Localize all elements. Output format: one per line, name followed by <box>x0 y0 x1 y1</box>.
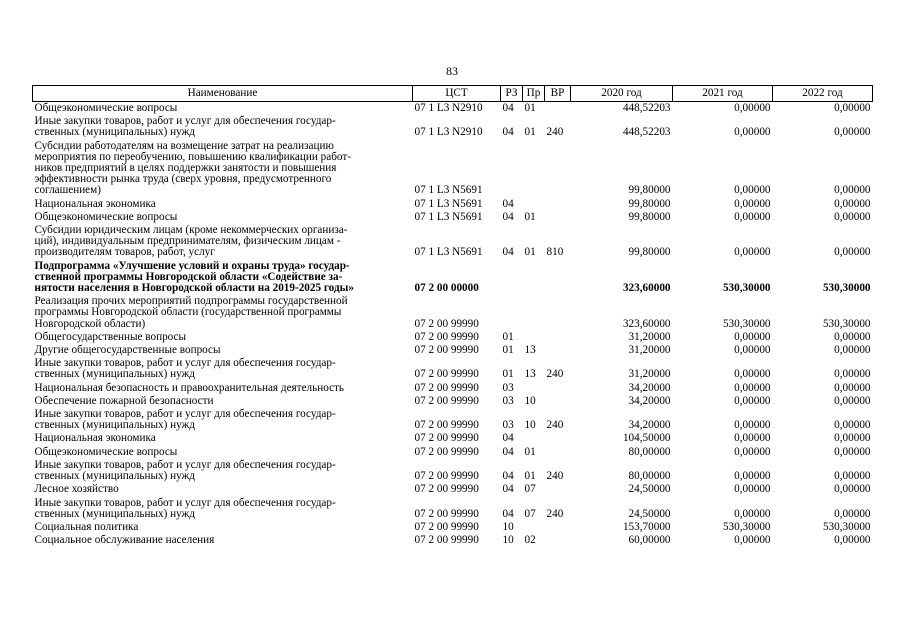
cell-y2021: 0,00000 <box>734 344 771 357</box>
cell-name-line: ственных (муниципальных) нужд <box>34 507 195 520</box>
cell-name <box>33 521 413 534</box>
cell-pr <box>523 198 545 211</box>
cell-rz: 03 <box>502 394 514 407</box>
cell-pr <box>523 521 545 534</box>
table-row <box>33 446 873 459</box>
cell-y2021: 0,00000 <box>734 330 771 343</box>
cell-name <box>33 395 413 408</box>
cell-name <box>33 408 413 432</box>
cell-pr: 13 <box>524 344 536 357</box>
cell-y2020: 24,50000 <box>628 507 671 520</box>
cell-name-line: производителям товаров, работ, услуг <box>34 246 215 259</box>
cell-name <box>33 115 413 139</box>
cell-rz: 03 <box>502 381 514 394</box>
cell-name <box>33 140 413 198</box>
cell-code: 07 2 00 99990 <box>414 317 479 330</box>
cell-y2020: 80,00000 <box>628 445 671 458</box>
cell-name-line: программы Новгородской области (государственной программы <box>34 306 342 319</box>
cell-y2021: 0,00000 <box>734 432 771 445</box>
cell-y2020: 24,50000 <box>628 483 671 496</box>
cell-pr <box>523 331 545 344</box>
cell-y2022: 530,30000 <box>822 317 871 330</box>
cell-rz: 04 <box>502 432 514 445</box>
header-2020: 2020 год <box>571 86 673 102</box>
cell-rz: 01 <box>502 368 514 381</box>
cell-pr <box>523 295 545 331</box>
cell-y2020: 99,80000 <box>628 184 671 197</box>
cell-pr <box>523 432 545 445</box>
cell-rz: 04 <box>502 507 514 520</box>
cell-name-line: Субсидии работодателям на возмещение затрат на реализацию <box>34 139 334 152</box>
cell-name-line: ственной программы Новгородской области «Содействие за- <box>34 270 343 283</box>
table-row <box>33 331 873 344</box>
cell-vr <box>545 344 571 357</box>
cell-name-line: соглашением) <box>34 184 101 197</box>
cell-y2022: 0,00000 <box>834 483 871 496</box>
cell-y2020: 153,70000 <box>622 520 671 533</box>
cell-name-line: Субсидии юридическим лицам (кроме некоммерческих организа- <box>34 224 348 237</box>
cell-rz <box>501 295 523 331</box>
header-rz: РЗ <box>501 86 523 102</box>
cell-rz: 04 <box>502 483 514 496</box>
cell-name <box>33 357 413 381</box>
cell-y2022: 0,00000 <box>834 381 871 394</box>
table-body <box>33 102 873 548</box>
cell-y2020: 34,20000 <box>628 419 671 432</box>
table-row <box>33 295 873 331</box>
cell-y2020: 31,20000 <box>628 368 671 381</box>
cell-code: 07 2 00 99990 <box>414 534 479 547</box>
cell-pr: 07 <box>524 507 536 520</box>
cell-rz: 04 <box>502 470 514 483</box>
cell-name <box>33 382 413 395</box>
cell-name <box>33 344 413 357</box>
cell-name <box>33 260 413 296</box>
header-pr: Пр <box>523 86 545 102</box>
cell-name-line: Национальная экономика <box>34 432 156 445</box>
cell-vr <box>545 140 571 198</box>
cell-name <box>33 483 413 496</box>
table-row <box>33 357 873 381</box>
cell-y2021: 530,30000 <box>722 520 771 533</box>
cell-name-line: Обеспечение пожарной безопасности <box>34 394 214 407</box>
cell-y2021: 0,00000 <box>734 483 771 496</box>
table-row <box>33 344 873 357</box>
cell-vr <box>545 521 571 534</box>
table-row <box>33 115 873 139</box>
cell-code: 07 2 00 99990 <box>414 419 479 432</box>
cell-vr <box>545 483 571 496</box>
table-row <box>33 224 873 260</box>
cell-y2022: 0,00000 <box>834 184 871 197</box>
cell-y2022: 530,30000 <box>822 520 871 533</box>
cell-name-line: ственных (муниципальных) нужд <box>34 368 195 381</box>
cell-code: 07 2 00 99990 <box>414 507 479 520</box>
cell-vr: 240 <box>546 507 564 520</box>
cell-code: 07 2 00 99990 <box>414 344 479 357</box>
cell-y2021: 0,00000 <box>734 507 771 520</box>
cell-rz: 01 <box>502 344 514 357</box>
cell-y2021: 0,00000 <box>734 381 771 394</box>
cell-pr: 01 <box>524 445 536 458</box>
cell-pr: 01 <box>524 470 536 483</box>
cell-y2021: 530,30000 <box>722 282 771 295</box>
table-row <box>33 432 873 445</box>
cell-y2022: 0,00000 <box>834 330 871 343</box>
cell-code: 07 2 00 99990 <box>414 432 479 445</box>
table-row <box>33 395 873 408</box>
cell-pr <box>523 382 545 395</box>
cell-name-line: Иные закупки товаров, работ и услуг для обеспечения государ- <box>34 458 336 471</box>
cell-rz: 04 <box>502 197 514 210</box>
cell-name <box>33 198 413 211</box>
cell-rz: 10 <box>502 520 514 533</box>
cell-y2020: 323,60000 <box>622 282 671 295</box>
cell-name <box>33 446 413 459</box>
table-row <box>33 211 873 224</box>
cell-name-line: Иные закупки товаров, работ и услуг для обеспечения государ- <box>34 115 336 128</box>
cell-y2021: 0,00000 <box>734 246 771 259</box>
cell-name-line: нятости населения в Новгородской области на 2019-2025 годы» <box>34 282 354 295</box>
cell-pr: 01 <box>524 126 536 139</box>
page-number: 83 <box>446 64 458 78</box>
cell-y2022: 0,00000 <box>834 197 871 210</box>
cell-rz: 04 <box>502 246 514 259</box>
cell-y2022: 0,00000 <box>834 210 871 223</box>
cell-pr: 02 <box>524 534 536 547</box>
cell-name <box>33 224 413 260</box>
cell-vr <box>545 260 571 296</box>
cell-name <box>33 432 413 445</box>
table-row <box>33 521 873 534</box>
cell-y2022: 0,00000 <box>834 344 871 357</box>
header-name: Наименование <box>33 86 413 102</box>
cell-pr: 01 <box>524 210 536 223</box>
cell-y2022: 0,00000 <box>834 534 871 547</box>
cell-rz: 03 <box>502 419 514 432</box>
cell-name-line: эффективности рынка труда (сверх уровня, предусмотренного <box>34 173 332 186</box>
cell-y2021: 0,00000 <box>734 197 771 210</box>
cell-rz: 04 <box>502 102 514 114</box>
table-row <box>33 260 873 296</box>
cell-y2021: 0,00000 <box>734 184 771 197</box>
cell-vr <box>545 534 571 547</box>
cell-name-line: Национальная безопасность и правоохранительная деятельность <box>34 381 345 394</box>
cell-pr: 13 <box>524 368 536 381</box>
cell-pr: 10 <box>524 419 536 432</box>
cell-y2020: 99,80000 <box>628 210 671 223</box>
cell-y2022: 0,00000 <box>834 507 871 520</box>
cell-name-line: Подпрограмма «Улучшение условий и охраны труда» государ- <box>34 259 350 272</box>
cell-y2021: 0,00000 <box>734 368 771 381</box>
cell-y2022: 0,00000 <box>834 102 871 114</box>
header-2022: 2022 год <box>773 86 873 102</box>
cell-vr: 240 <box>546 368 564 381</box>
cell-y2020: 34,20000 <box>628 381 671 394</box>
cell-vr: 240 <box>546 419 564 432</box>
cell-vr <box>545 331 571 344</box>
cell-name-line: мероприятия по переобучению, повышению квалификации работ- <box>34 150 351 163</box>
cell-name-line: Общеэкономические вопросы <box>34 102 178 114</box>
table-row <box>33 408 873 432</box>
cell-y2021: 0,00000 <box>734 445 771 458</box>
cell-y2022: 530,30000 <box>822 282 871 295</box>
cell-name-line: Общеэкономические вопросы <box>34 445 178 458</box>
cell-y2021: 0,00000 <box>734 534 771 547</box>
cell-name-line: Национальная экономика <box>34 197 156 210</box>
header-code: ЦСТ <box>413 86 501 102</box>
cell-y2022: 0,00000 <box>834 432 871 445</box>
cell-vr: 240 <box>546 126 564 139</box>
cell-vr <box>545 432 571 445</box>
cell-y2020: 31,20000 <box>628 344 671 357</box>
cell-name-line: Иные закупки товаров, работ и услуг для обеспечения государ- <box>34 408 336 421</box>
cell-y2021: 0,00000 <box>734 394 771 407</box>
table-row <box>33 483 873 496</box>
cell-name <box>33 534 413 547</box>
table-row <box>33 102 873 116</box>
cell-y2022: 0,00000 <box>834 368 871 381</box>
cell-y2022: 0,00000 <box>834 126 871 139</box>
cell-y2020: 448,52203 <box>622 126 671 139</box>
cell-name <box>33 295 413 331</box>
cell-y2020: 104,50000 <box>622 432 671 445</box>
cell-pr: 01 <box>524 102 536 114</box>
cell-rz <box>501 260 523 296</box>
cell-code: 07 2 00 99990 <box>414 483 479 496</box>
cell-name-line: Реализация прочих мероприятий подпрограммы государственной <box>34 295 348 308</box>
cell-code: 07 1 L3 N5691 <box>414 246 483 259</box>
cell-name-line: Новгородской области) <box>34 317 146 330</box>
cell-vr <box>545 295 571 331</box>
cell-y2022: 0,00000 <box>834 394 871 407</box>
cell-y2021: 0,00000 <box>734 102 771 114</box>
cell-rz: 04 <box>502 210 514 223</box>
cell-name-line: Социальная политика <box>34 520 139 533</box>
cell-y2020: 448,52203 <box>622 102 671 114</box>
cell-y2020: 31,20000 <box>628 330 671 343</box>
cell-name <box>33 459 413 483</box>
cell-y2022: 0,00000 <box>834 445 871 458</box>
cell-y2020: 34,20000 <box>628 394 671 407</box>
header-2021: 2021 год <box>673 86 773 102</box>
cell-name-line: Другие общегосударственные вопросы <box>34 344 221 357</box>
cell-code: 07 2 00 99990 <box>414 520 479 533</box>
cell-rz <box>501 140 523 198</box>
cell-code: 07 1 L3 N5691 <box>414 184 483 197</box>
cell-vr <box>545 446 571 459</box>
cell-name-line: Иные закупки товаров, работ и услуг для обеспечения государ- <box>34 496 336 509</box>
cell-y2021: 530,30000 <box>722 317 771 330</box>
cell-name-line: Социальное обслуживание населения <box>34 534 215 547</box>
cell-y2022: 0,00000 <box>834 470 871 483</box>
table-row <box>33 382 873 395</box>
cell-code: 07 2 00 99990 <box>414 330 479 343</box>
cell-name <box>33 211 413 224</box>
cell-name-line: Общеэкономические вопросы <box>34 210 178 223</box>
cell-y2020: 99,80000 <box>628 197 671 210</box>
cell-code: 07 1 L3 N5691 <box>414 197 483 210</box>
cell-name-line: Лесное хозяйство <box>34 483 119 496</box>
budget-table <box>32 85 873 547</box>
cell-name <box>33 102 413 116</box>
header-vr: ВР <box>545 86 571 102</box>
cell-code: 07 2 00 99990 <box>414 368 479 381</box>
table-row <box>33 459 873 483</box>
cell-code: 07 1 L3 N2910 <box>414 102 483 114</box>
cell-y2021: 0,00000 <box>734 419 771 432</box>
cell-pr <box>523 140 545 198</box>
table-row <box>33 198 873 211</box>
cell-y2021: 0,00000 <box>734 470 771 483</box>
cell-rz: 01 <box>502 330 514 343</box>
cell-vr <box>545 382 571 395</box>
cell-vr <box>545 395 571 408</box>
cell-vr: 810 <box>546 246 564 259</box>
cell-y2020: 80,00000 <box>628 470 671 483</box>
cell-rz: 04 <box>502 126 514 139</box>
cell-name-line: ций), индивидуальным предпринимателям, физическим лицам - <box>34 235 341 248</box>
cell-code: 07 2 00 99990 <box>414 381 479 394</box>
table-row <box>33 140 873 198</box>
cell-name-line: ственных (муниципальных) нужд <box>34 419 195 432</box>
cell-code: 07 2 00 99990 <box>414 445 479 458</box>
cell-vr <box>545 211 571 224</box>
cell-name <box>33 331 413 344</box>
cell-vr <box>545 198 571 211</box>
cell-pr: 01 <box>524 246 536 259</box>
cell-code: 07 1 L3 N5691 <box>414 210 483 223</box>
cell-pr: 07 <box>524 483 536 496</box>
cell-y2022: 0,00000 <box>834 246 871 259</box>
cell-name-line: ников предприятий в целях поддержки занятости и повышения <box>34 162 337 175</box>
cell-name <box>33 497 413 521</box>
table-header-row <box>33 86 873 102</box>
cell-code: 07 1 L3 N2910 <box>414 126 483 139</box>
cell-y2021: 0,00000 <box>734 126 771 139</box>
cell-y2020: 60,00000 <box>628 534 671 547</box>
cell-rz: 04 <box>502 445 514 458</box>
table-row <box>33 534 873 547</box>
cell-vr: 240 <box>546 470 564 483</box>
cell-vr <box>545 102 571 116</box>
cell-y2021: 0,00000 <box>734 210 771 223</box>
cell-rz: 10 <box>502 534 514 547</box>
cell-y2022: 0,00000 <box>834 419 871 432</box>
cell-pr: 10 <box>524 394 536 407</box>
cell-name-line: ственных (муниципальных) нужд <box>34 470 195 483</box>
cell-pr <box>523 260 545 296</box>
cell-y2020: 99,80000 <box>628 246 671 259</box>
cell-code: 07 2 00 99990 <box>414 394 479 407</box>
cell-name-line: ственных (муниципальных) нужд <box>34 126 195 139</box>
cell-code: 07 2 00 00000 <box>414 282 479 295</box>
cell-code: 07 2 00 99990 <box>414 470 479 483</box>
cell-name-line: Иные закупки товаров, работ и услуг для обеспечения государ- <box>34 357 336 370</box>
table-row <box>33 497 873 521</box>
cell-name-line: Общегосударственные вопросы <box>34 330 187 343</box>
cell-y2020: 323,60000 <box>622 317 671 330</box>
